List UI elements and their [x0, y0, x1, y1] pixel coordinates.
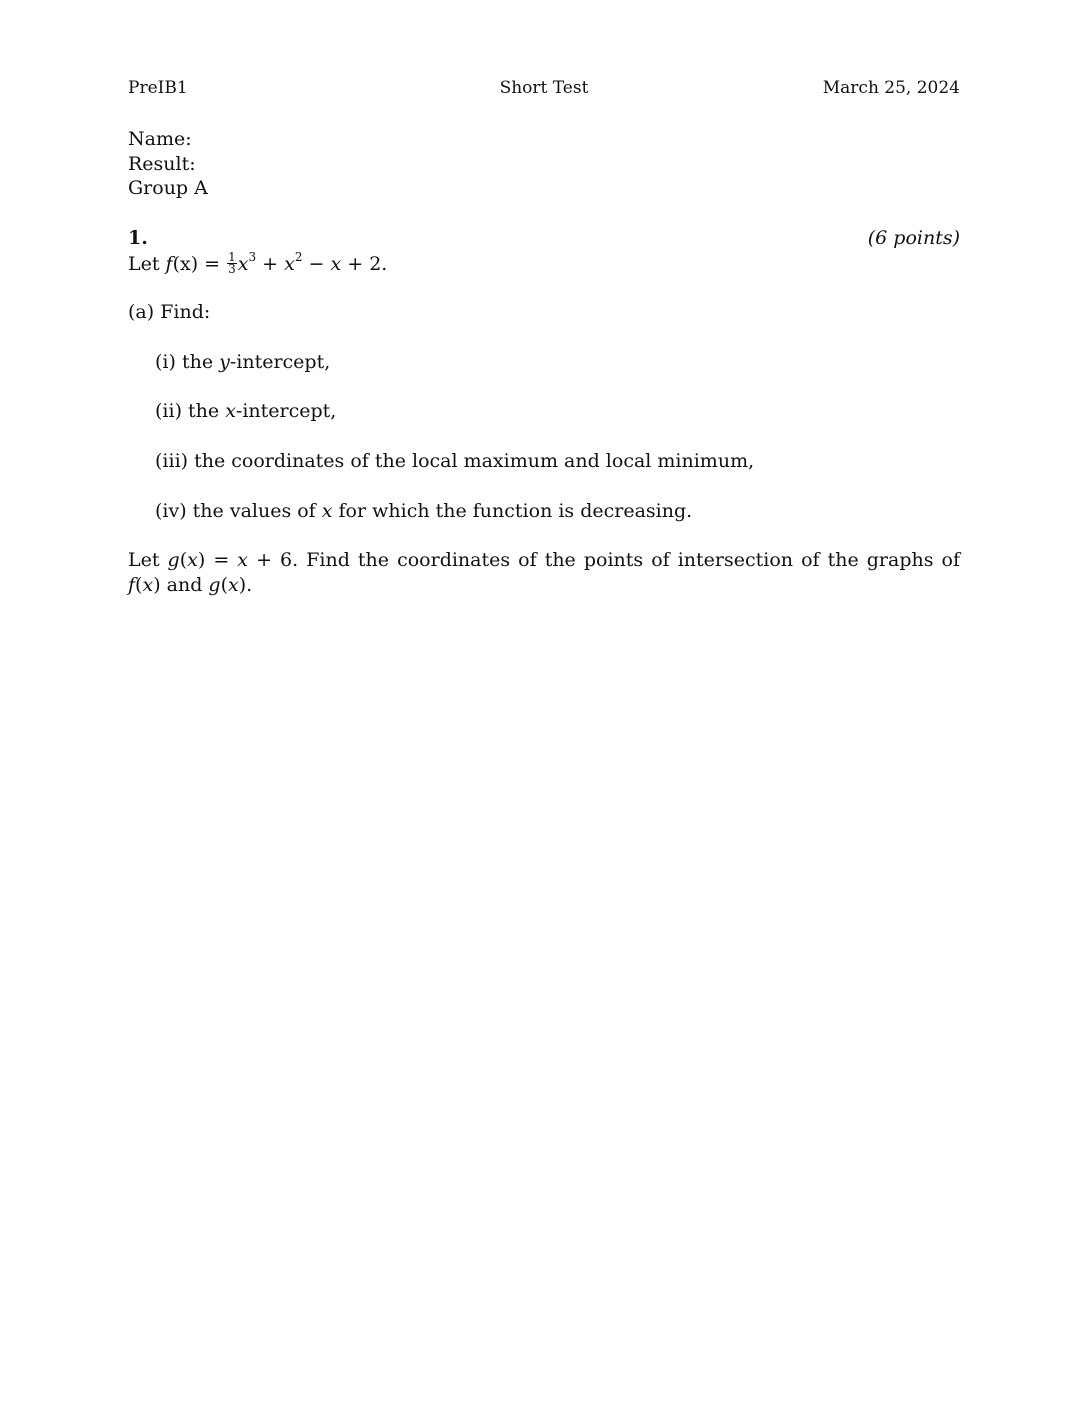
closing-g: g: [167, 549, 180, 571]
closing-f-open: (: [135, 574, 143, 596]
header-title: Short Test: [499, 78, 589, 98]
header-course: PreIB1: [128, 78, 188, 98]
sub-item-iii: (iii) the coordinates of the local maximum and local minimum,: [155, 450, 755, 472]
closing-paragraph: [128, 548, 960, 598]
closing-f-var: x: [142, 574, 154, 596]
term1-exponent: 3: [248, 249, 257, 264]
closing-g-var: x: [187, 549, 198, 571]
sub-ii-var: x: [225, 400, 236, 422]
part-a-label: (a) Find:: [128, 301, 211, 323]
intro-let: Let: [128, 253, 166, 275]
term2-var: x: [284, 253, 295, 275]
closing-g2-close: ).: [238, 574, 253, 596]
sub-item-i: [155, 350, 330, 374]
closing-f-close: ): [153, 574, 161, 596]
term-tail: + 2.: [341, 253, 388, 275]
fraction-one-third: [227, 249, 237, 276]
sub-item-iv: [155, 499, 692, 523]
term-minus: −: [302, 253, 331, 275]
term-plus: +: [256, 253, 285, 275]
header-date: March 25, 2024: [822, 78, 960, 98]
fraction-denominator: 3: [228, 261, 236, 276]
function-definition: [128, 249, 388, 277]
sub-iv-post: for which the function is decreasing.: [332, 500, 693, 522]
name-label: Name:: [128, 128, 192, 150]
term3-var: x: [330, 253, 342, 275]
sub-iv-var: x: [321, 500, 333, 522]
closing-g2-open: (: [220, 574, 229, 596]
closing-g-close: ) =: [197, 549, 238, 571]
term1-var: x: [237, 253, 249, 275]
intro-fname: f: [165, 253, 173, 275]
closing-rhs-var: x: [237, 549, 249, 571]
intro-fx: (x) =: [172, 253, 227, 275]
result-label: Result:: [128, 153, 196, 175]
closing-rhs-tail: + 6.: [248, 549, 299, 571]
sub-i-post: -intercept,: [229, 351, 331, 373]
closing-g-open: (: [179, 549, 188, 571]
sub-item-ii: [155, 399, 336, 423]
closing-find-text: Find the coordinates of the points of intersection of the graphs of: [298, 549, 960, 571]
sub-ii-pre: (ii) the: [155, 400, 226, 422]
fraction-numerator: 1: [228, 249, 236, 264]
closing-g2: g: [208, 574, 221, 596]
sub-ii-post: -intercept,: [235, 400, 337, 422]
term2-exponent: 2: [294, 249, 303, 264]
closing-g2-var: x: [228, 574, 239, 596]
question-number: 1.: [128, 227, 148, 249]
closing-let: Let: [128, 549, 168, 571]
sub-i-pre: (i) the: [155, 351, 220, 373]
sub-i-var: y: [219, 351, 230, 373]
question-points: (6 points): [867, 227, 960, 249]
closing-f: f: [128, 574, 136, 596]
sub-iv-pre: (iv) the values of: [155, 500, 322, 522]
closing-and: and: [160, 574, 209, 596]
group-label: Group A: [128, 177, 208, 199]
